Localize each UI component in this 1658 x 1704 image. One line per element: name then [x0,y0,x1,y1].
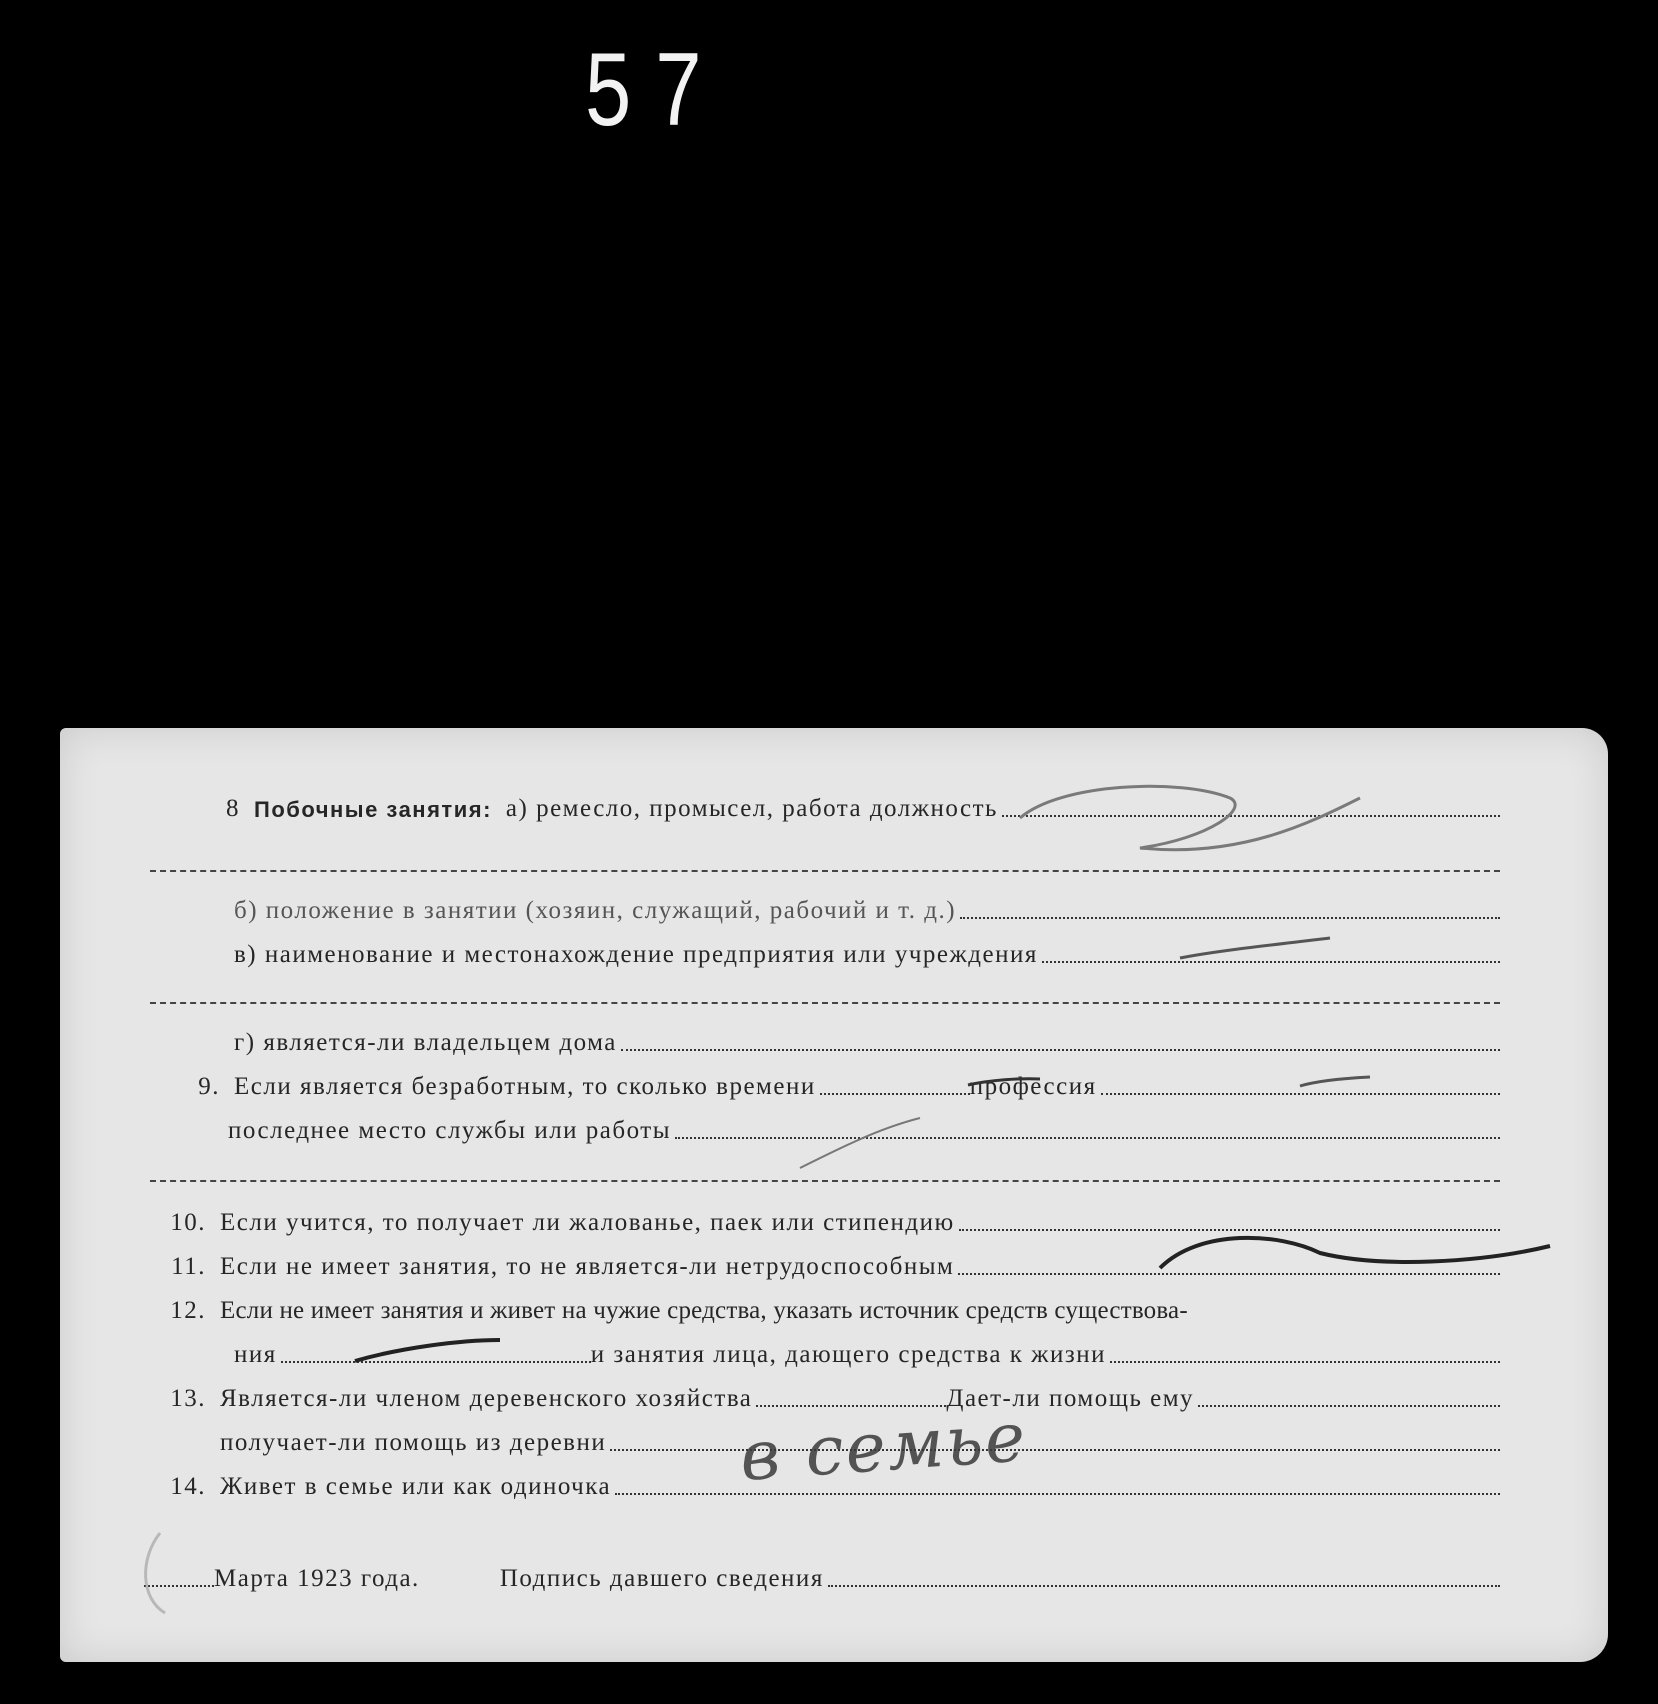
item9-profession-label: профессия [969,1073,1097,1100]
item8-v-dash-mark [1180,938,1330,958]
item8-a-label: а) ремесло, промысел, работа должность [505,795,998,822]
handwritten-marks [60,728,1608,1662]
item10-label: Если учится, то получает ли жалованье, паек или стипендию [220,1209,955,1236]
item8-heading: Побочные занятия: [254,797,492,822]
item8-number: 8 [226,795,240,822]
item12-dash-mark [355,1340,500,1361]
folio-number: 57 [585,32,726,148]
item12-line2b: и занятия лица, дающего средства к жизни [590,1341,1106,1368]
item11-label: Если не имеет занятия, то не является-ли нетрудоспособным [220,1253,955,1280]
item8-b-label: б) положение в занятии (хозяин, служащий, рабочий и т. д.) [234,897,957,924]
item13-number: 13. [170,1385,206,1412]
census-form-card [60,728,1608,1662]
item9-number: 9. [198,1073,220,1100]
item14-number: 14. [170,1473,206,1500]
item9-duration-dash-mark [968,1079,1040,1085]
item13-line1: Является-ли членом деревенского хозяйства [220,1385,753,1412]
footer-signature-label: Подпись давшего сведения [499,1565,824,1592]
item11-number: 11. [171,1253,206,1280]
item8-v-label: в) наименование и местонахождение предприятия или учреждения [234,941,1038,968]
item14-label: Живет в семье или как одиночка [220,1473,612,1500]
item12-line2a: ния [234,1341,277,1368]
item9-label: Если является безработным, то сколько времени [234,1073,816,1100]
item10-number: 10. [170,1209,206,1236]
item9-last-place-dash-mark [800,1118,920,1168]
item13-line1b: Дает-ли помощь ему [946,1385,1195,1412]
item13-line2: получает-ли помощь из деревни [220,1429,607,1456]
item8-a-dash-mark [1020,786,1360,849]
item14-handwritten-answer: в семье [737,1398,1030,1497]
item8-g-label: г) является-ли владельцем дома [234,1029,617,1056]
margin-note-mark [130,1528,190,1618]
margin-note [130,1528,190,1632]
item11-long-stroke [1160,1238,1550,1268]
item9-profession-dash-mark [1300,1077,1370,1086]
item9-last-place-label: последнее место службы или работы [228,1117,672,1144]
item12-line1: Если не имеет занятия и живет на чужие средства, указать источник средств существова- [220,1297,1188,1324]
item12-number: 12. [170,1297,206,1324]
footer-date: Марта 1923 года. [214,1565,420,1592]
